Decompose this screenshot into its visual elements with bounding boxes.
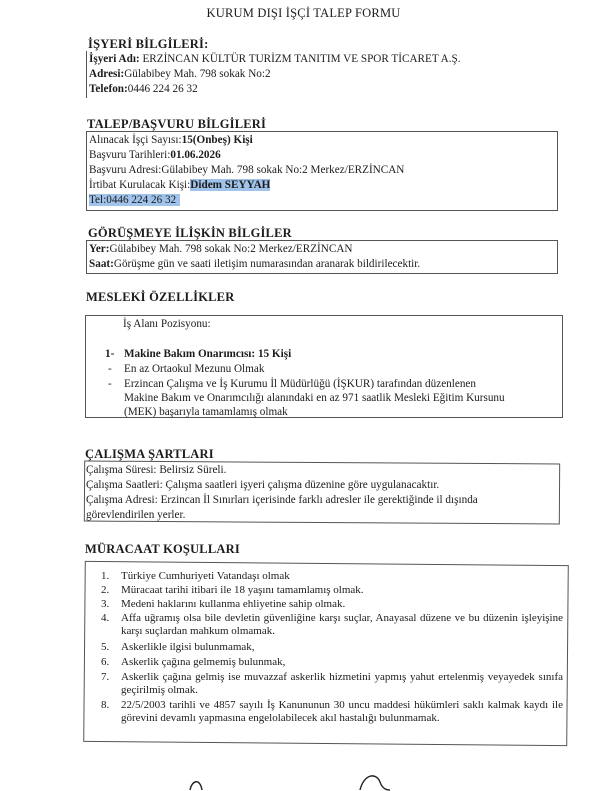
req1-bullet: -: [108, 363, 112, 375]
employer-heading: İŞYERİ BİLGİLERİ:: [88, 37, 209, 51]
condition-number: 6.: [101, 656, 110, 668]
employer-phone: [89, 83, 198, 96]
condition-number: 1.: [101, 570, 110, 582]
request-contact-value: Didem SEYYAH: [190, 179, 271, 191]
condition-item: Müracaat tarihi itibari ile 18 yaşını tamamlamış olmak.: [121, 584, 364, 596]
conditions-duration: Çalışma Süresi: Belirsiz Süreli.: [86, 464, 227, 476]
req2-line1: Erzincan Çalışma ve İş Kurumu İl Müdürlüğü (İŞKUR) tarafından düzenlenen: [124, 378, 476, 390]
employer-name-value: ERZİNCAN KÜLTÜR TURİZM TANITIM VE SPOR TİCARET A.Ş.: [139, 53, 461, 65]
conditions-address-line2: görevlendirilen yerler.: [86, 509, 186, 521]
request-date: [89, 149, 221, 162]
interview-time-value: Görüşme gün ve saati iletişim numarasından aranarak bildirilecektir.: [113, 258, 421, 270]
req2-bullet: -: [108, 378, 112, 390]
condition-item: Medeni haklarını kullanma ehliyetine sahip olmak.: [121, 598, 346, 610]
application-heading: MÜRACAAT KOŞULLARI: [85, 542, 240, 556]
condition-item: 22/5/2003 tarihli ve 4857 sayılı İş Kanununun 30 uncu maddesi hükümleri saklı kalmak kaydı ile görevini devamlı yapmasına engelolabilecek akıl hastalığı bulunmamak.: [121, 699, 563, 724]
request-count: [89, 134, 253, 147]
professional-heading: MESLEKİ ÖZELLİKLER: [86, 290, 235, 304]
request-contact-label: İrtibat Kurulacak Kişi:: [89, 179, 191, 191]
form-title: KURUM DIŞI İŞÇİ TALEP FORMU: [206, 6, 401, 20]
req1-text: En az Ortaokul Mezunu Olmak: [124, 363, 265, 375]
request-count-label: Alınacak İşçi Sayısı:: [89, 134, 182, 146]
condition-item: Askerlik çağına gelmiş ise muvazzaf askerlik hizmetini yapmış yahut ertelenmiş veyayedek sınıfa geçirilmiş olmak.: [121, 671, 563, 696]
position-number: 1-: [105, 348, 115, 360]
interview-place-label: Yer:: [89, 243, 110, 255]
employer-address-value: Gülabibey Mah. 798 sokak No:2: [124, 68, 271, 80]
req2-line2: Makine Bakım ve Onarımcılığı alanındaki en az 971 saatlik Mesleki Eğitim Kursunu: [124, 392, 505, 404]
conditions-address-line1: Çalışma Adresi: Erzincan İl Sınırları içerisinde farklı adresler ile gerektiğinde il dışında: [86, 494, 478, 506]
request-contact: [89, 179, 270, 192]
employer-name: [89, 53, 461, 66]
condition-number: 3.: [101, 598, 110, 610]
professional-area-label: İş Alanı Pozisyonu:: [123, 318, 211, 330]
interview-place: [89, 243, 352, 256]
interview-place-value: Gülabibey Mah. 798 sokak No:2 Merkez/ERZİNCAN: [109, 243, 353, 255]
condition-item: Askerlik çağına gelmemiş bulunmak,: [121, 656, 286, 668]
interview-time: [89, 258, 420, 271]
condition-item: Affa uğramış olsa bile devletin güvenliğine karşı suçlar, Anayasal düzene ve bu düzenin işleyişine karşı suçlardan mahkum olmamak.: [121, 612, 563, 637]
req2-line3: (MEK) başarıyla tamamlamış olmak: [124, 406, 288, 418]
employer-address: [89, 68, 271, 81]
request-address: Başvuru Adresi:Gülabibey Mah. 798 sokak No:2 Merkez/ERZİNCAN: [89, 164, 405, 176]
conditions-heading: ÇALIŞMA ŞARTLARI: [85, 447, 214, 461]
interview-heading: GÖRÜŞMEYE İLİŞKİN BİLGİLER: [88, 226, 292, 240]
signature-scribble: [150, 770, 450, 791]
request-date-value: 01.06.2026: [170, 149, 221, 161]
employer-name-label: İşyeri Adı:: [89, 53, 140, 65]
condition-number: 4.: [101, 612, 110, 624]
condition-number: 5.: [101, 641, 110, 653]
condition-item: Askerlikle ilgisi bulunmamak,: [121, 641, 255, 653]
condition-number: 2.: [101, 584, 110, 596]
request-phone: [89, 194, 180, 207]
condition-number: 7.: [101, 671, 110, 683]
request-heading: TALEP/BAŞVURU BİLGİLERİ: [87, 117, 267, 131]
request-count-value: 15(Onbeş) Kişi: [181, 134, 253, 146]
employer-address-label: Adresi:: [89, 68, 125, 80]
condition-item: Türkiye Cumhuriyeti Vatandaşı olmak: [121, 570, 290, 582]
conditions-hours: Çalışma Saatleri: Çalışma saatleri işyeri çalışma düzenine göre uygulanacaktır.: [86, 479, 440, 491]
request-date-label: Başvuru Tarihleri:: [89, 149, 171, 161]
employer-phone-value: 0446 224 26 32: [127, 83, 198, 95]
employer-phone-label: Telefon:: [89, 83, 128, 95]
position-title: Makine Bakım Onarımcısı: 15 Kişi: [124, 348, 292, 360]
request-phone-text: Tel:0446 224 26 32: [89, 194, 180, 206]
interview-time-label: Saat:: [89, 258, 114, 270]
condition-number: 8.: [101, 699, 110, 711]
